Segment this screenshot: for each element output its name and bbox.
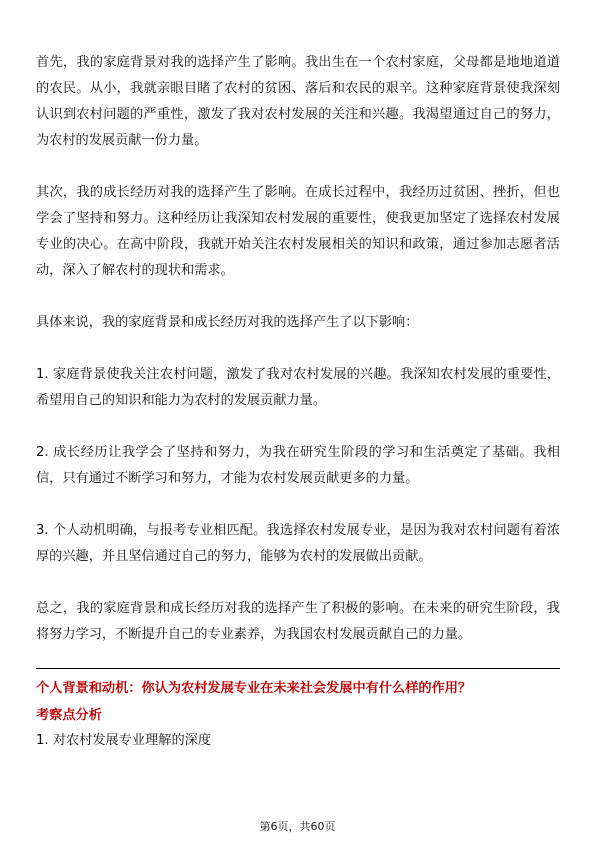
paragraph-family-background: 首先，我的家庭背景对我的选择产生了影响。我出生在一个农村家庭，父母都是地地道道的农民。从小，我就亲眼目睹了农村的贫困、落后和农民的艰辛。这种家庭背景使我深刻认识到农村问题的严重性，激发了我对农村发展的关注和兴趣。我渴望通过自己的努力，为农村的发展贡献一份力量。 [36,55,560,148]
paragraph-point-1: 1. 家庭背景使我关注农村问题，激发了我对农村发展的兴趣。我深知农村发展的重要性，希望用自己的知识和能力为农村的发展贡献力量。 [36,367,560,408]
question-heading: 个人背景和动机：你认为农村发展专业在未来社会发展中有什么样的作用？ [36,681,472,696]
paragraph-conclusion: 总之，我的家庭背景和成长经历对我的选择产生了积极的影响。在未来的研究生阶段，我将努力学习，不断提升自己的专业素养，为我国农村发展贡献自己的力量。 [36,601,560,642]
paragraph-point-3: 3. 个人动机明确，与报考专业相匹配。我选择农村发展专业，是因为我对农村问题有着浓厚的兴趣，并且坚信通过自己的努力，能够为农村的发展做出贡献。 [36,523,560,564]
analysis-section-title: 考察点分析 [36,708,102,723]
paragraph-growth-experience: 其次，我的成长经历对我的选择产生了影响。在成长过程中，我经历过贫困、挫折，但也学会了坚持和努力。这种经历让我深知农村发展的重要性，使我更加坚定了选择农村发展专业的决心。在高中阶段，我就开始关注农村发展相关的知识和政策，通过参加志愿者活动，深入了解农村的现状和需求。 [36,185,560,278]
section-divider [36,668,560,669]
paragraph-point-2: 2. 成长经历让我学会了坚持和努力，为我在研究生阶段的学习和生活奠定了基础。我相信，只有通过不断学习和努力，才能为农村发展贡献更多的力量。 [36,445,560,486]
page-number-footer: 第6页，共60页 [259,820,336,833]
analysis-item-1: 1. 对农村发展专业理解的深度 [36,733,212,748]
page-content [36,50,560,751]
paragraph-specific-impacts: 具体来说，我的家庭背景和成长经历对我的选择产生了以下影响： [36,315,419,330]
